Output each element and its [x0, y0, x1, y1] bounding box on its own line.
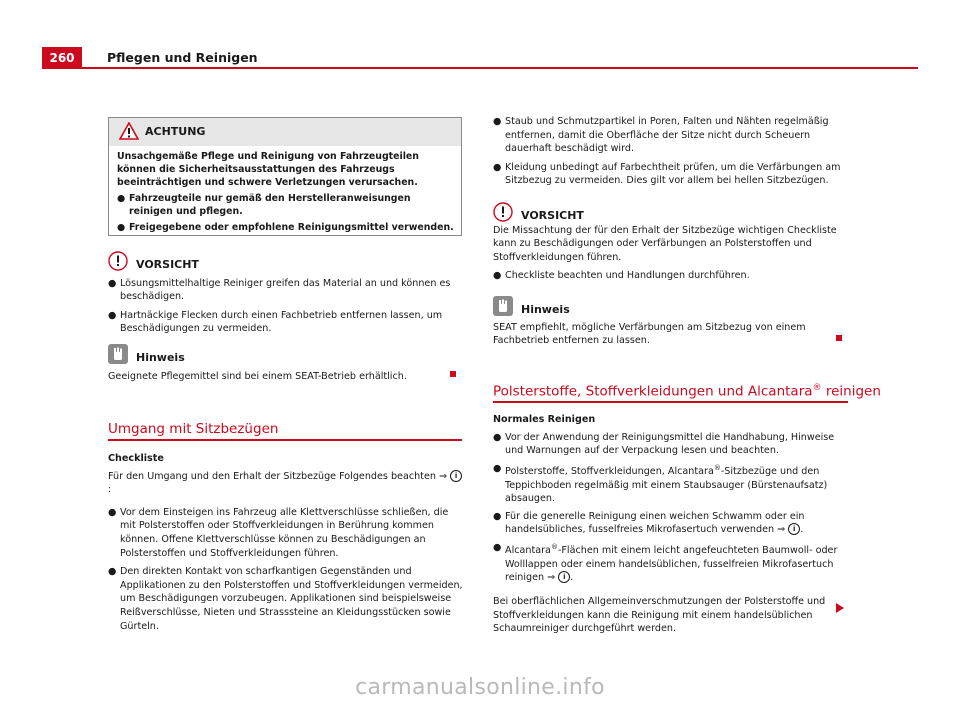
list-item: ● Polsterstoffe, Stoffverkleidungen, Alcantara®-Sitzbezüge und den Teppichboden regelmäßig mit einem Staubsauger (Bürstenaufsatz) absaugen.	[493, 462, 828, 505]
achtung-title: ACHTUNG	[145, 125, 206, 138]
list-item: ● Freigegebene oder empfohlene Reinigungsmittel verwenden.	[117, 222, 454, 233]
vorsicht-title: VORSICHT	[521, 209, 584, 222]
hinweis-title: Hinweis	[136, 351, 185, 364]
intro-text: Für den Umgang und den Erhalt der Sitzbezüge Folgendes beachten ⇒ i:	[108, 470, 464, 497]
warning-triangle-icon	[119, 122, 139, 140]
achtung-header	[109, 118, 461, 146]
list-item: ● Vor der Anwendung der Reinigungsmittel die Handhabung, Hinweise und Warnungen auf der Verpackung lesen und beachten.	[493, 431, 835, 457]
subheading: Checkliste	[108, 453, 164, 464]
list-item: ● Lösungsmittelhaltige Reiniger greifen das Material an und können es beschädigen.	[108, 277, 451, 303]
subheading: Normales Reinigen	[493, 414, 596, 425]
list-item: ● Hartnäckige Flecken durch einen Fachbetrieb entfernen lassen, um Beschädigungen zu vermeiden.	[108, 309, 443, 335]
watermark: carmanualsonline.info	[355, 675, 605, 700]
info-hand-icon	[493, 296, 513, 316]
hinweis-note-2	[493, 295, 851, 348]
list-item: ● Checkliste beachten und Handlungen durchführen.	[493, 270, 750, 282]
list-item: ● Staub und Schmutzpartikel in Poren, Falten und Nähten regelmäßig entfernen, damit die Oberfläche der Sitze nicht durch Scheuern dauerhaft beschädigt wird.	[493, 116, 829, 155]
caution-circle-icon	[108, 251, 128, 271]
list-item: ● Kleidung unbedingt auf Farbechtheit prüfen, um die Verfärbungen am Sitzbezug zu vermeiden. Dies gilt vor allem bei hellen Sitzbezügen.	[493, 161, 841, 187]
section-rule	[493, 401, 848, 403]
list-item: ● Den direkten Kontakt von scharfkantigen Gegenständen und Applikationen zu den Polsterstoffen und Stoffverkleidungen vermeiden, um Beschädigungen vorzubeugen. Applikationen sind beispielsweise Reißverschlüsse, Nieten und Strasssteine an Kleidungsstücken sowie Gürteln.	[108, 566, 463, 632]
continue-arrow-icon	[836, 603, 844, 613]
vorsicht-title: VORSICHT	[136, 258, 199, 271]
right-bullets	[493, 115, 851, 188]
outro-text: Bei oberflächlichen Allgemeinverschmutzungen der Polsterstoffe und Stoffverkleidungen kann die Reinigung mit einem handelsüblichen Schaumreiniger durchgeführt werden.	[493, 595, 826, 635]
section2-body	[493, 413, 853, 636]
section-title: Polsterstoffe, Stoffverkleidungen und Alcantara® reinigen	[493, 383, 881, 400]
achtung-body	[109, 146, 461, 234]
page-number: 260	[42, 47, 82, 69]
section-title: Umgang mit Sitzbezügen	[108, 421, 279, 437]
achtung-text: Unsachgemäße Pflege und Reinigung von Fahrzeugteilen können die Sicherheitsausstattungen des Fahrzeugs beeinträchtigen und schwere Verletzungen verursachen.	[117, 151, 419, 188]
section-end-mark	[836, 335, 842, 341]
vorsicht-note-1	[108, 250, 462, 336]
hinweis-text: Geeignete Pflegemittel sind bei einem SEAT-Betrieb erhältlich.	[108, 370, 407, 382]
achtung-warning-box	[108, 117, 462, 236]
caution-circle-icon	[493, 202, 513, 222]
header-rule	[42, 67, 918, 69]
section-rule	[108, 439, 462, 441]
list-item: ● Fahrzeugteile nur gemäß den Herstelleranweisungen reinigen und pflegen.	[117, 193, 411, 217]
list-item: ● Alcantara®-Flächen mit einem leicht angefeuchteten Baumwoll- oder Wolllappen oder einem handelsüblichen, fusselfreien Mikrofasertuch reinigen ⇒ i .	[493, 541, 838, 584]
hinweis-note-1	[108, 343, 462, 383]
info-circle-icon: i	[788, 523, 800, 535]
hinweis-title: Hinweis	[521, 303, 570, 316]
hinweis-text: SEAT empfiehlt, mögliche Verfärbungen am Sitzbezug von einem Fachbetrieb entfernen zu lassen.	[493, 321, 806, 347]
info-circle-icon: i	[450, 470, 462, 482]
list-item: ● Für die generelle Reinigung einen weichen Schwamm oder ein handelsübliches, fusselfreies Mikrofasertuch verwenden ⇒ i .	[493, 510, 805, 536]
section-end-mark	[450, 371, 456, 377]
vorsicht-note-2	[493, 201, 851, 283]
info-circle-icon: i	[558, 571, 570, 583]
running-title: Pflegen und Reinigen	[107, 50, 258, 65]
list-item: ● Vor dem Einsteigen ins Fahrzeug alle Klettverschlüsse schließen, die mit Polsterstoffen oder Stoffverkleidungen in Berührung kommen können. Offene Klettverschlüsse können zu Beschädigungen an Polsterstoffen und Stoffverkleidungen führen.	[108, 506, 449, 559]
section1-body	[108, 452, 464, 633]
vorsicht-text: Die Missachtung der für den Erhalt der Sitzbezüge wichtigen Checkliste kann zu Beschädigungen oder Verfärbungen an Polsterstoffen und Stoffverkleidungen führen.	[493, 224, 837, 263]
info-hand-icon	[108, 344, 128, 364]
